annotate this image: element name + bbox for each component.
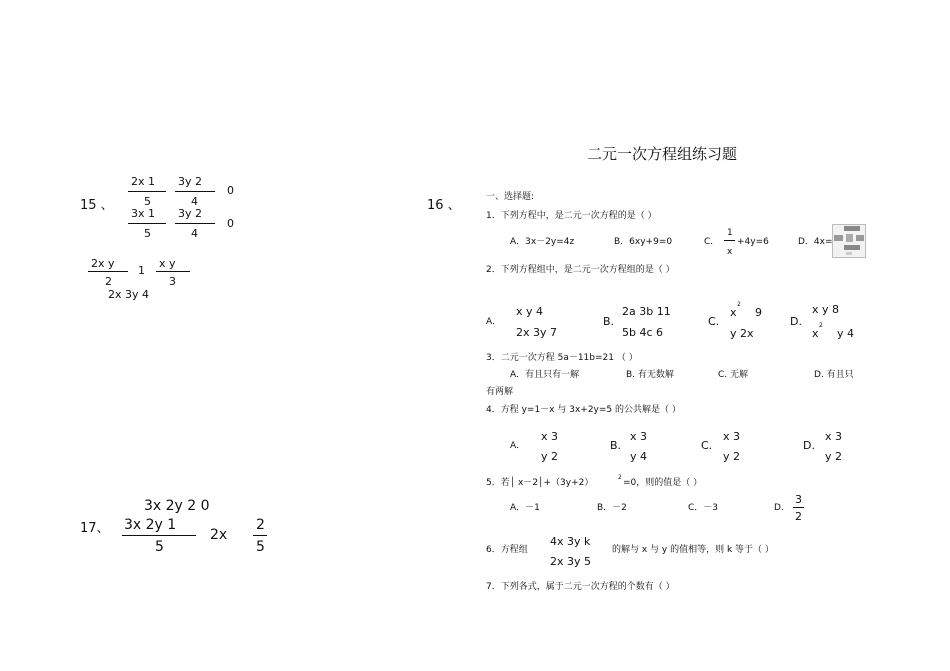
q1-option-c: C． (704, 237, 720, 247)
q3-option-d-wrap: 有两解 (486, 387, 514, 397)
p16-eq1-den2: 3 (169, 275, 176, 288)
q6-rest: 的解与 x 与 y 的值相等，则 k 等于（ ） (612, 545, 774, 555)
q2-option-b: B. (603, 315, 615, 328)
q4-a-eq1: x 3 (541, 430, 559, 443)
fraction-bar (253, 535, 267, 536)
p16-eq1-den1: 2 (105, 275, 112, 288)
q3-option-c: C. 无解 (718, 370, 749, 380)
q1-c-den: x (727, 247, 733, 257)
section-heading: 一、选择题: (486, 192, 535, 202)
q5-d-num: 3 (795, 493, 802, 506)
q2-stem: 2．下列方程组中，是二元一次方程组的是（ ） (486, 265, 675, 275)
p15-eq1-rhs: 0 (227, 184, 234, 197)
p15-eq1-num2: 3y 2 (178, 175, 203, 188)
problem-16-label: 16 、 (427, 198, 461, 213)
q3-option-d: D. 有且只 (814, 370, 854, 380)
fraction-bar (128, 223, 166, 224)
equation-image (832, 224, 866, 258)
q1-option-b: B．6xy+9=0 (614, 237, 673, 247)
p17-frac-num: 2 (256, 517, 265, 533)
q7-stem: 7．下列各式，属于二元一次方程的个数有（ ） (486, 582, 675, 592)
q2-a-eq1: x y 4 (516, 305, 544, 318)
p15-eq2-den1: 5 (144, 227, 151, 240)
q2-option-c: C. (708, 315, 720, 328)
q4-d-eq1: x 3 (825, 430, 843, 443)
p15-eq2-den2: 4 (191, 227, 198, 240)
p15-eq2-num1: 3x 1 (131, 207, 156, 220)
q1-option-a: A．3x－2y=4z (510, 237, 575, 247)
q2-d-eq1: x y 8 (812, 303, 840, 316)
q3-stem: 3．二元一次方程 5a－11b=21 （ ） (486, 353, 638, 363)
q4-option-b: B. (610, 439, 622, 452)
q2-b-eq2: 5b 4c 6 (622, 326, 664, 339)
page-title: 二元一次方程组练习题 (587, 145, 738, 163)
fraction-bar (175, 223, 215, 224)
problem-15-label: 15 、 (80, 198, 114, 213)
q2-a-eq2: 2x 3y 7 (516, 326, 558, 339)
fraction-bar (724, 240, 735, 241)
fraction-bar (156, 271, 190, 272)
p17-eq1: 3x 2y 2 0 (144, 498, 210, 514)
q2-d-eq2-x: x (812, 327, 819, 340)
q4-c-eq2: y 2 (723, 450, 741, 463)
p16-eq1-num1: 2x y (91, 257, 115, 270)
q5-stem-sup: 2 (618, 474, 622, 481)
q5-stem-a: 5．若│ x－2│+（3y+2） (486, 478, 594, 488)
q3-option-a: A．有且只有一解 (510, 370, 580, 380)
q5-option-c: C．－3 (688, 503, 719, 513)
q4-option-c: C. (701, 439, 713, 452)
q2-c-eq1-rhs: 9 (755, 306, 762, 319)
q4-option-d: D. (803, 439, 815, 452)
q6-eq2: 2x 3y 5 (550, 555, 592, 568)
q2-d-eq2-sup: 2 (819, 322, 823, 329)
q2-c-eq1-x: x (730, 306, 737, 319)
fraction-bar (175, 191, 215, 192)
q5-option-d: D. (774, 503, 784, 513)
q1-option-d: D．4x= (798, 237, 833, 247)
q5-stem-b: =0，则的值是（ ） (623, 478, 703, 488)
q2-option-d: D. (790, 315, 802, 328)
q4-c-eq1: x 3 (723, 430, 741, 443)
fraction-bar (88, 271, 128, 272)
q2-option-a: A． (486, 317, 502, 327)
fraction-bar (128, 191, 166, 192)
p17-eq2-num: 3x 2y 1 (124, 517, 177, 533)
q2-d-eq2-rest: y 4 (837, 327, 855, 340)
p17-eq2-den: 5 (155, 539, 164, 555)
q4-stem: 4．方程 y=1－x 与 3x+2y=5 的公共解是（ ） (486, 405, 681, 415)
q5-option-a: A．－1 (510, 503, 540, 513)
q4-b-eq2: y 4 (630, 450, 648, 463)
p15-eq2-num2: 3y 2 (178, 207, 203, 220)
q1-c-rest: +4y=6 (737, 237, 769, 247)
q6-eq1: 4x 3y k (550, 535, 591, 548)
p16-eq1-mid: 1 (138, 264, 145, 277)
p17-frac-den: 5 (256, 539, 265, 555)
fraction-bar (122, 535, 196, 536)
q1-stem: 1．下列方程中，是二元一次方程的是（ ） (486, 211, 657, 221)
q4-a-eq2: y 2 (541, 450, 559, 463)
q2-c-eq1-sup: 2 (737, 301, 741, 308)
q2-c-eq2: y 2x (730, 327, 754, 340)
q4-option-a: A． (510, 441, 526, 451)
p15-eq1-den2: 4 (191, 195, 198, 208)
q4-b-eq1: x 3 (630, 430, 648, 443)
fraction-bar (793, 507, 804, 508)
problem-17-label: 17、 (80, 521, 110, 536)
q2-b-eq1: 2a 3b 11 (622, 305, 671, 318)
p15-eq2-rhs: 0 (227, 217, 234, 230)
p15-eq1-den1: 5 (144, 195, 151, 208)
q3-option-b: B. 有无数解 (626, 370, 674, 380)
p17-eq2-mid: 2x (210, 527, 228, 543)
q5-option-b: B．－2 (597, 503, 627, 513)
q6-label: 6．方程组 (486, 545, 528, 555)
p16-eq2: 2x 3y 4 (108, 288, 150, 301)
p15-eq1-num1: 2x 1 (131, 175, 156, 188)
q1-c-num: 1 (727, 228, 733, 238)
p16-eq1-num2: x y (159, 257, 176, 270)
q5-d-den: 2 (795, 510, 802, 523)
q4-d-eq2: y 2 (825, 450, 843, 463)
